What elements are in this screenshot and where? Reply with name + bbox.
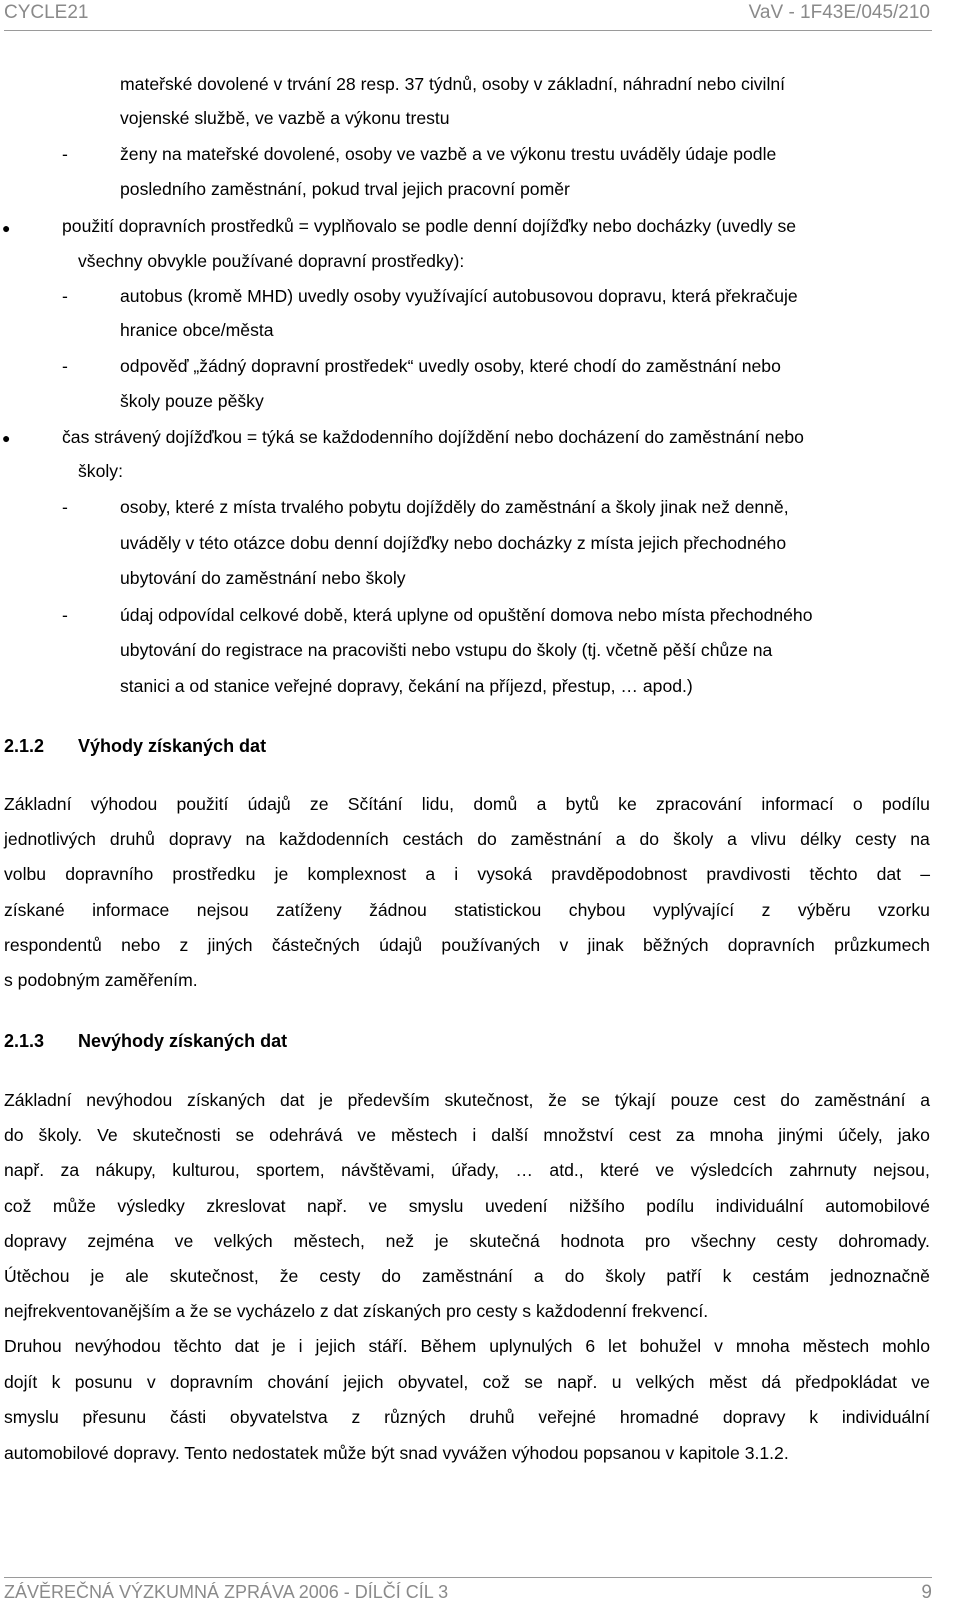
text-line: ubytování do zaměstnání nebo školy (120, 568, 406, 588)
text-line: všechny obvykle používané dopravní prostředky): (78, 251, 465, 271)
dash-marker: - (62, 144, 68, 164)
paragraph-line: smyslu přesunu části obyvatelstva z různých druhů veřejné hromadné dopravy k individuální (4, 1407, 930, 1427)
header-right: VaV - 1F43E/045/210 (748, 2, 930, 23)
text-line: mateřské dovolené v trvání 28 resp. 37 týdnů, osoby v základní, náhradní nebo civilní (120, 74, 786, 94)
paragraph-line: dojít k posunu v dopravním chování jejich obyvatel, což se např. u velkých měst dá předpokládat ve (4, 1372, 930, 1392)
bullet-marker: ● (2, 430, 11, 446)
text-line: čas strávený dojížďkou = týká se každodenního dojíždění nebo docházení do zaměstnání nebo (62, 427, 804, 447)
text-line: školy pouze pěšky (120, 391, 264, 411)
paragraph-line: respondentů nebo z jiných částečných údajů používaných v jinak běžných dopravních průzkumech (4, 935, 930, 955)
bullet-marker: ● (2, 220, 11, 236)
paragraph-line: získané informace nejsou zatíženy žádnou statistickou chybou vyplývající z výběru vzorku (4, 900, 930, 920)
dash-marker: - (62, 356, 68, 376)
header-left: CYCLE21 (4, 2, 89, 23)
paragraph-line: do školy. Ve skutečnosti se odehrává ve městech i další množství cest za mnoha jinými účely, jako (4, 1125, 930, 1145)
section-number: 2.1.3 (4, 1031, 45, 1051)
paragraph-line: Základní nevýhodou získaných dat je především skutečnost, že se týkají pouze cest do zaměstnání a (4, 1090, 930, 1110)
paragraph-line: nejfrekventovanějším a že se vycházelo z dat získaných pro cesty s každodenní frekvencí. (4, 1301, 709, 1321)
text-line: údaj odpovídal celkové době, která uplyne od opuštění domova nebo místa přechodného (120, 605, 813, 625)
text-line: osoby, které z místa trvalého pobytu dojížděly do zaměstnání a školy jinak než denně, (120, 497, 789, 517)
paragraph-line: např. za nákupy, kulturou, sportem, návštěvami, úřady, … atd., které ve výsledcích zahrnuty nejsou, (4, 1160, 930, 1180)
text-line: školy: (78, 461, 123, 481)
paragraph-line: Základní výhodou použití údajů ze Sčítání lidu, domů a bytů ke zpracování informací o podílu (4, 794, 930, 814)
paragraph-line: Druhou nevýhodou těchto dat je i jejich stáří. Během uplynulých 6 let bohužel v mnoha městech mohlo (4, 1336, 930, 1356)
section-number: 2.1.2 (4, 736, 45, 756)
header-divider (4, 30, 932, 31)
footer-divider (4, 1577, 932, 1578)
text-line: uváděly v této otázce dobu denní dojížďky nebo docházky z místa jejich přechodného (120, 533, 787, 553)
paragraph-line: což může výsledky zkreslovat např. ve smyslu uvedení nižšího podílu individuální automobilové (4, 1196, 930, 1216)
paragraph-line: s podobným zaměřením. (4, 970, 198, 990)
dash-marker: - (62, 605, 68, 625)
paragraph-line: volbu dopravního prostředku je komplexnost a i vysoká pravděpodobnost pravdivosti těchto dat – (4, 864, 930, 884)
section-title: Výhody získaných dat (78, 736, 267, 756)
paragraph-line: dopravy zejména ve velkých městech, než je skutečná hodnota pro všechny cesty dohromady. (4, 1231, 930, 1251)
paragraph-line: jednotlivých druhů dopravy na každodenních cestách do zaměstnání a do školy a vlivu délky cesty na (4, 829, 930, 849)
page-number: 9 (921, 1582, 932, 1603)
dash-marker: - (62, 286, 68, 306)
section-title: Nevýhody získaných dat (78, 1031, 288, 1051)
text-line: stanici a od stanice veřejné dopravy, čekání na příjezd, přestup, … apod.) (120, 676, 693, 696)
text-line: odpověď „žádný dopravní prostředek“ uvedly osoby, které chodí do zaměstnání nebo (120, 356, 781, 376)
text-line: vojenské službě, ve vazbě a výkonu trestu (120, 108, 450, 128)
text-line: ubytování do registrace na pracovišti nebo vstupu do školy (tj. včetně pěší chůze na (120, 640, 773, 660)
paragraph-line: automobilové dopravy. Tento nedostatek může být snad vyvážen výhodou popsanou v kapitole 3.1.2. (4, 1443, 789, 1463)
paragraph-line: Útěchou je ale skutečnost, že cesty do zaměstnání a do školy patří k cestám jednoznačně (4, 1266, 930, 1286)
footer-left: ZÁVĚREČNÁ VÝZKUMNÁ ZPRÁVA 2006 - DÍLČÍ CÍL 3 (4, 1582, 449, 1602)
dash-marker: - (62, 497, 68, 517)
text-line: autobus (kromě MHD) uvedly osoby využívající autobusovou dopravu, která překračuje (120, 286, 798, 306)
text-line: hranice obce/města (120, 320, 274, 340)
text-line: ženy na mateřské dovolené, osoby ve vazbě a ve výkonu trestu uváděly údaje podle (120, 144, 777, 164)
text-line: použití dopravních prostředků = vyplňovalo se podle denní dojížďky nebo docházky (uvedly se (62, 216, 797, 236)
text-line: posledního zaměstnání, pokud trval jejich pracovní poměr (120, 179, 570, 199)
